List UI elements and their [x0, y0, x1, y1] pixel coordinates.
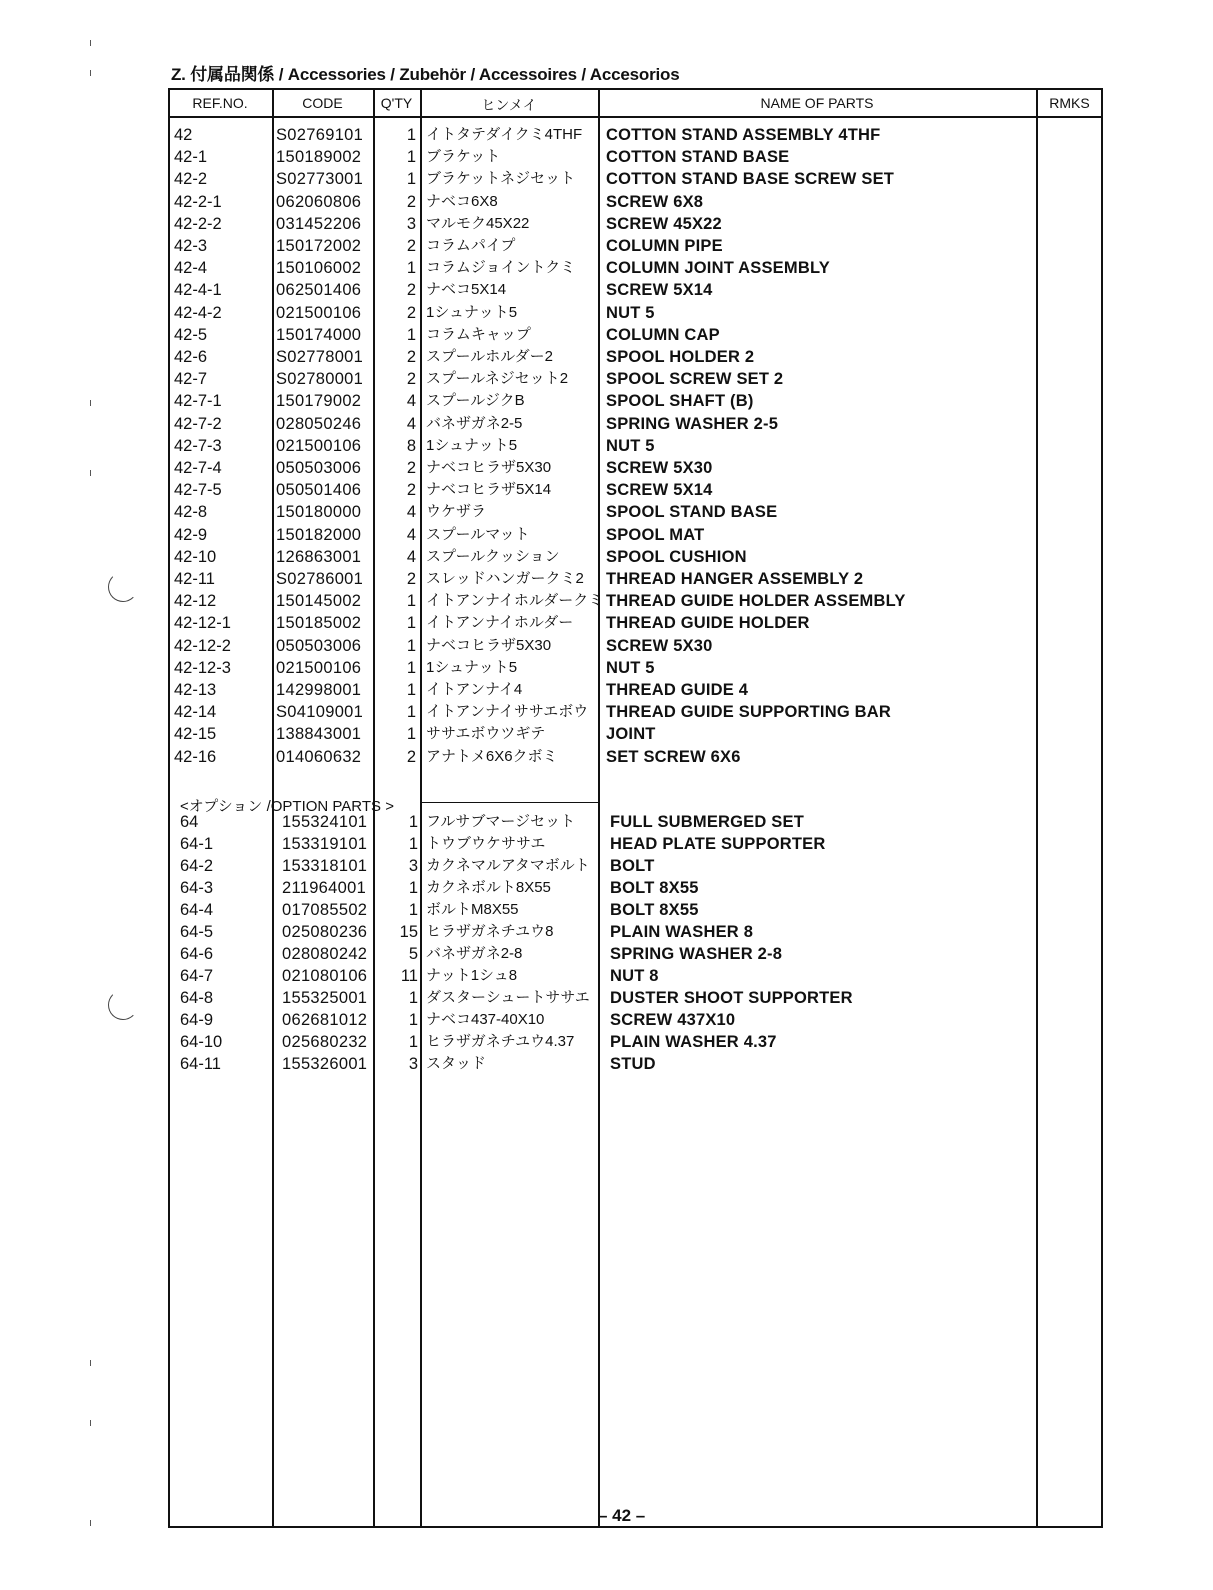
part-name: NUT 5: [606, 658, 655, 677]
part-name: SCREW 5X14: [606, 481, 713, 500]
margin-mark: [90, 1420, 91, 1426]
ref-no: 42-1: [174, 148, 208, 167]
ref-no: 42-7-1: [174, 392, 222, 411]
quantity: 4: [406, 547, 416, 566]
quantity: 1: [408, 1011, 418, 1029]
katakana-name: カクネマルアタマボルト: [426, 857, 590, 874]
margin-mark: [90, 1360, 91, 1366]
quantity: 4: [406, 392, 416, 411]
binding-hole-mark: [108, 990, 138, 1020]
table-row: [0, 546, 1213, 568]
katakana-name: 1シュナット5: [426, 436, 518, 454]
table-row: [0, 1031, 1213, 1053]
part-code: 028080242: [282, 945, 368, 963]
ref-no: 42-7-5: [174, 481, 222, 500]
part-code: S02778001: [276, 348, 364, 366]
part-name: SCREW 5X14: [606, 281, 713, 300]
part-name: NUT 5: [606, 303, 655, 322]
part-code: 021500106: [276, 303, 362, 322]
table-row: [0, 590, 1213, 612]
part-code: 150180000: [276, 503, 362, 522]
katakana-name: スプールネジセット2: [426, 370, 569, 388]
part-code: 050501406: [276, 481, 362, 500]
quantity: 2: [406, 303, 416, 322]
quantity: 8: [406, 436, 416, 455]
katakana-name: トウブウケササエ: [426, 835, 546, 852]
katakana-name: ウケザラ: [426, 503, 487, 521]
header-rmks: RMKS: [1049, 95, 1090, 111]
ref-no: 64-6: [180, 945, 214, 963]
part-name: COLUMN JOINT ASSEMBLY: [606, 259, 830, 278]
katakana-name: 1シュナット5: [426, 658, 518, 676]
table-row: [0, 124, 1213, 146]
page-title: Z. 付属品関係 / Accessories / Zubehör / Accessoires / Accesorios: [171, 65, 680, 84]
katakana-name: ボルトM8X55: [426, 901, 519, 918]
part-name: THREAD GUIDE 4: [606, 681, 749, 699]
quantity: 1: [406, 259, 416, 278]
katakana-name: ナベコ5X14: [426, 281, 507, 299]
katakana-name: スタッド: [426, 1055, 487, 1072]
katakana-name: 1シュナット5: [426, 303, 518, 321]
part-name: STUD: [610, 1055, 656, 1073]
ref-no: 42-7-3: [174, 436, 222, 455]
table-row: [0, 213, 1213, 235]
part-name: SCREW 5X30: [606, 459, 713, 477]
part-code: 014060632: [276, 747, 362, 766]
katakana-name: イトアンナイササエボウ: [426, 703, 589, 721]
part-name: HEAD PLATE SUPPORTER: [610, 835, 826, 853]
ref-no: 42-15: [174, 725, 217, 744]
part-code: 062060806: [276, 192, 362, 211]
katakana-name: イトアンナイ4: [426, 681, 523, 698]
part-name: PLAIN WASHER 8: [610, 923, 754, 941]
ref-no: 64: [180, 813, 199, 831]
ref-no: 42-12-1: [174, 614, 231, 633]
ref-no: 42: [174, 126, 193, 144]
katakana-name: ササエボウツギテ: [426, 725, 546, 743]
binding-hole-mark: [108, 572, 138, 602]
ref-no: 42-11: [174, 570, 215, 588]
part-name: NUT 8: [610, 967, 659, 985]
quantity: 1: [406, 325, 416, 344]
ref-no: 42-4-2: [174, 303, 222, 322]
part-code: 150174000: [276, 325, 362, 344]
part-name: DUSTER SHOOT SUPPORTER: [610, 989, 853, 1007]
margin-mark: [90, 400, 91, 406]
table-row: [0, 390, 1213, 412]
part-code: 155325001: [282, 989, 368, 1007]
ref-no: 42-5: [174, 325, 208, 344]
quantity: 1: [408, 989, 418, 1007]
part-name: SCREW 437X10: [610, 1011, 736, 1029]
katakana-name: ブラケット: [426, 148, 501, 166]
option-divider: [422, 802, 598, 803]
quantity: 1: [406, 126, 416, 144]
katakana-name: スプールホルダー2: [426, 348, 553, 365]
quantity: 2: [406, 459, 416, 477]
ref-no: 64-1: [180, 835, 214, 853]
quantity: 2: [406, 570, 416, 588]
ref-no: 42-12-3: [174, 658, 231, 677]
part-name: BOLT: [610, 857, 655, 875]
part-name: NUT 5: [606, 436, 655, 455]
header-divider: [168, 116, 1103, 118]
ref-no: 64-9: [180, 1011, 214, 1029]
table-row: [0, 368, 1213, 390]
katakana-name: ナベコヒラザ5X30: [426, 636, 552, 654]
katakana-name: スプールマット: [426, 525, 530, 543]
quantity: 1: [406, 592, 416, 611]
part-code: 142998001: [276, 681, 362, 699]
table-row: [0, 833, 1213, 855]
header-name: NAME OF PARTS: [760, 95, 874, 111]
table-row: [0, 746, 1213, 768]
part-name: SPRING WASHER 2-5: [606, 414, 779, 433]
part-code: 138843001: [276, 725, 362, 744]
header-ref: REF.NO.: [192, 95, 248, 111]
katakana-name: カクネボルト8X55: [426, 879, 551, 896]
part-code: 050503006: [276, 636, 362, 655]
table-row: [0, 612, 1213, 634]
table-row: [0, 657, 1213, 679]
part-code: 155324101: [282, 813, 368, 831]
part-code: 021500106: [276, 436, 362, 455]
part-name: SPOOL MAT: [606, 525, 705, 544]
ref-no: 42-12: [174, 592, 217, 611]
table-row: [0, 1053, 1213, 1075]
quantity: 1: [408, 813, 418, 831]
katakana-name: コラムパイプ: [426, 237, 516, 254]
table-row: [0, 279, 1213, 301]
katakana-name: スレッドハンガークミ2: [426, 570, 584, 587]
ref-no: 42-10: [174, 547, 217, 566]
quantity: 15: [399, 923, 418, 941]
part-name: JOINT: [606, 725, 656, 744]
part-code: S04109001: [276, 703, 364, 722]
part-code: 126863001: [276, 547, 362, 566]
table-row: [0, 877, 1213, 899]
katakana-name: フルサブマージセット: [426, 813, 576, 830]
katakana-name: アナトメ6X6クボミ: [426, 747, 558, 765]
katakana-name: イトアンナイホルダー: [426, 614, 574, 632]
part-code: 062681012: [282, 1011, 368, 1029]
katakana-name: ブラケットネジセット: [426, 170, 576, 188]
part-name: SPOOL SHAFT (B): [606, 392, 754, 411]
table-row: [0, 235, 1213, 257]
quantity: 1: [406, 725, 416, 744]
part-name: COTTON STAND BASE SCREW SET: [606, 170, 895, 189]
part-code: 021500106: [276, 658, 362, 677]
margin-mark: [90, 1520, 91, 1526]
part-code: 021080106: [282, 967, 368, 985]
part-name: COTTON STAND BASE: [606, 148, 790, 167]
ref-no: 42-3: [174, 237, 208, 255]
part-name: COLUMN PIPE: [606, 237, 723, 255]
table-row: [0, 146, 1213, 168]
part-code: 150172002: [276, 237, 362, 255]
ref-no: 64-11: [180, 1055, 221, 1073]
quantity: 2: [406, 192, 416, 211]
katakana-name: バネザガネ2-5: [426, 414, 523, 432]
part-name: SPOOL HOLDER 2: [606, 348, 755, 366]
ref-no: 42-7: [174, 370, 208, 389]
ref-no: 42-9: [174, 525, 208, 544]
part-code: S02780001: [276, 370, 364, 389]
table-row: [0, 701, 1213, 723]
quantity: 1: [406, 636, 416, 655]
table-row: [0, 899, 1213, 921]
part-name: THREAD HANGER ASSEMBLY 2: [606, 570, 864, 588]
page-number: – 42 –: [598, 1506, 646, 1525]
ref-no: 42-7-2: [174, 414, 222, 433]
table-row: [0, 943, 1213, 965]
table-row: [0, 457, 1213, 479]
table-row: [0, 568, 1213, 590]
quantity: 1: [406, 148, 416, 167]
part-code: 153318101: [282, 857, 368, 875]
quantity: 1: [406, 681, 416, 699]
part-code: 031452206: [276, 214, 362, 233]
katakana-name: ダスターシュートササエ: [426, 989, 590, 1006]
ref-no: 42-7-4: [174, 459, 222, 477]
table-row: [0, 413, 1213, 435]
part-name: THREAD GUIDE HOLDER: [606, 614, 810, 633]
quantity: 2: [406, 481, 416, 500]
part-code: S02786001: [276, 570, 364, 588]
ref-no: 42-12-2: [174, 636, 231, 655]
ref-no: 42-13: [174, 681, 217, 699]
part-name: SCREW 5X30: [606, 636, 713, 655]
katakana-name: コラムキャップ: [426, 325, 531, 343]
header-qty: Q'TY: [380, 95, 413, 111]
katakana-name: スプールジクB: [426, 392, 525, 410]
table-row: [0, 679, 1213, 701]
margin-mark: [90, 470, 91, 476]
table-row: [0, 501, 1213, 523]
quantity: 2: [406, 370, 416, 389]
part-name: FULL SUBMERGED SET: [610, 813, 804, 831]
quantity: 1: [406, 703, 416, 722]
option-parts-label: <オプション /OPTION PARTS >: [180, 798, 394, 815]
part-code: 155326001: [282, 1055, 368, 1073]
table-row: [0, 965, 1213, 987]
katakana-name: イトタテダイクミ4THF: [426, 126, 583, 143]
quantity: 1: [406, 614, 416, 633]
part-code: 150179002: [276, 392, 362, 411]
quantity: 5: [408, 945, 418, 963]
part-code: 017085502: [282, 901, 368, 919]
table-row: [0, 302, 1213, 324]
katakana-name: ナット1シュ8: [426, 967, 518, 984]
quantity: 1: [408, 1033, 418, 1051]
katakana-name: バネザガネ2-8: [426, 945, 523, 962]
table-row: [0, 346, 1213, 368]
part-code: 153319101: [282, 835, 368, 853]
table-row: [0, 191, 1213, 213]
quantity: 1: [406, 170, 416, 189]
table-row: [0, 324, 1213, 346]
katakana-name: スプールクッション: [426, 547, 560, 565]
header-code: CODE: [302, 95, 343, 111]
katakana-name: コラムジョイントクミ: [426, 259, 576, 277]
part-name: SPOOL CUSHION: [606, 547, 747, 566]
ref-no: 42-6: [174, 348, 208, 366]
part-name: COLUMN CAP: [606, 325, 720, 344]
table-row: [0, 987, 1213, 1009]
ref-no: 42-8: [174, 503, 208, 522]
part-code: 050503006: [276, 459, 362, 477]
ref-no: 42-2: [174, 170, 208, 189]
quantity: 3: [408, 857, 418, 875]
ref-no: 64-10: [180, 1033, 223, 1051]
part-name: SET SCREW 6X6: [606, 747, 741, 766]
part-code: S02773001: [276, 170, 364, 189]
part-name: SPOOL STAND BASE: [606, 503, 778, 522]
ref-no: 42-2-1: [174, 192, 222, 211]
part-code: 025680232: [282, 1033, 368, 1051]
table-row: [0, 1009, 1213, 1031]
ref-no: 42-16: [174, 747, 217, 766]
part-name: SCREW 6X8: [606, 192, 704, 211]
table-row: [0, 524, 1213, 546]
part-code: 025080236: [282, 923, 368, 941]
part-code: 062501406: [276, 281, 362, 300]
table-row: [0, 723, 1213, 745]
quantity: 2: [406, 747, 416, 766]
part-name: BOLT 8X55: [610, 879, 699, 897]
part-code: 028050246: [276, 414, 362, 433]
table-row: [0, 811, 1213, 833]
part-name: SPRING WASHER 2-8: [610, 945, 783, 963]
part-code: 150189002: [276, 148, 362, 167]
table-row: [0, 435, 1213, 457]
part-code: 150185002: [276, 614, 362, 633]
header-kana: ヒンメイ: [481, 97, 537, 113]
quantity: 3: [406, 214, 416, 233]
ref-no: 42-4-1: [174, 281, 222, 300]
katakana-name: ナベコヒラザ5X14: [426, 481, 552, 499]
katakana-name: イトアンナイホルダークミ: [426, 592, 604, 610]
table-row: [0, 921, 1213, 943]
quantity: 1: [406, 658, 416, 677]
ref-no: 42-4: [174, 259, 208, 278]
margin-mark: [90, 40, 91, 46]
katakana-name: マルモク45X22: [426, 214, 530, 232]
part-code: 211964001: [282, 879, 367, 897]
ref-no: 64-2: [180, 857, 214, 875]
ref-no: 64-4: [180, 901, 214, 919]
part-code: 150106002: [276, 259, 362, 278]
table-row: [0, 635, 1213, 657]
part-name: THREAD GUIDE HOLDER ASSEMBLY: [606, 592, 906, 611]
quantity: 2: [406, 348, 416, 366]
part-name: PLAIN WASHER 4.37: [610, 1033, 777, 1051]
ref-no: 64-8: [180, 989, 214, 1007]
quantity: 4: [406, 525, 416, 544]
quantity: 1: [408, 901, 418, 919]
katakana-name: ヒラザガネチユウ4.37: [426, 1033, 575, 1050]
table-row: [0, 168, 1213, 190]
katakana-name: ナベコ437-40X10: [426, 1011, 545, 1028]
quantity: 4: [406, 414, 416, 433]
part-name: BOLT 8X55: [610, 901, 699, 919]
margin-mark: [90, 70, 91, 76]
ref-no: 64-3: [180, 879, 214, 897]
katakana-name: ナベコヒラザ5X30: [426, 459, 552, 476]
part-name: SCREW 45X22: [606, 214, 722, 233]
part-name: SPOOL SCREW SET 2: [606, 370, 784, 389]
table-row: [0, 855, 1213, 877]
quantity: 2: [406, 281, 416, 300]
quantity: 2: [406, 237, 416, 255]
quantity: 1: [408, 879, 418, 897]
quantity: 4: [406, 503, 416, 522]
katakana-name: ナベコ6X8: [426, 192, 498, 210]
quantity: 1: [408, 835, 418, 853]
part-code: 150182000: [276, 525, 362, 544]
part-name: COTTON STAND ASSEMBLY 4THF: [606, 126, 881, 144]
ref-no: 64-7: [180, 967, 214, 985]
katakana-name: ヒラザガネチユウ8: [426, 923, 554, 940]
table-row: [0, 257, 1213, 279]
quantity: 11: [400, 967, 418, 985]
part-code: 150145002: [276, 592, 362, 611]
part-code: S02769101: [276, 126, 364, 144]
quantity: 3: [408, 1055, 418, 1073]
ref-no: 64-5: [180, 923, 214, 941]
ref-no: 42-14: [174, 703, 217, 722]
ref-no: 42-2-2: [174, 214, 222, 233]
table-row: [0, 479, 1213, 501]
part-name: THREAD GUIDE SUPPORTING BAR: [606, 703, 891, 722]
